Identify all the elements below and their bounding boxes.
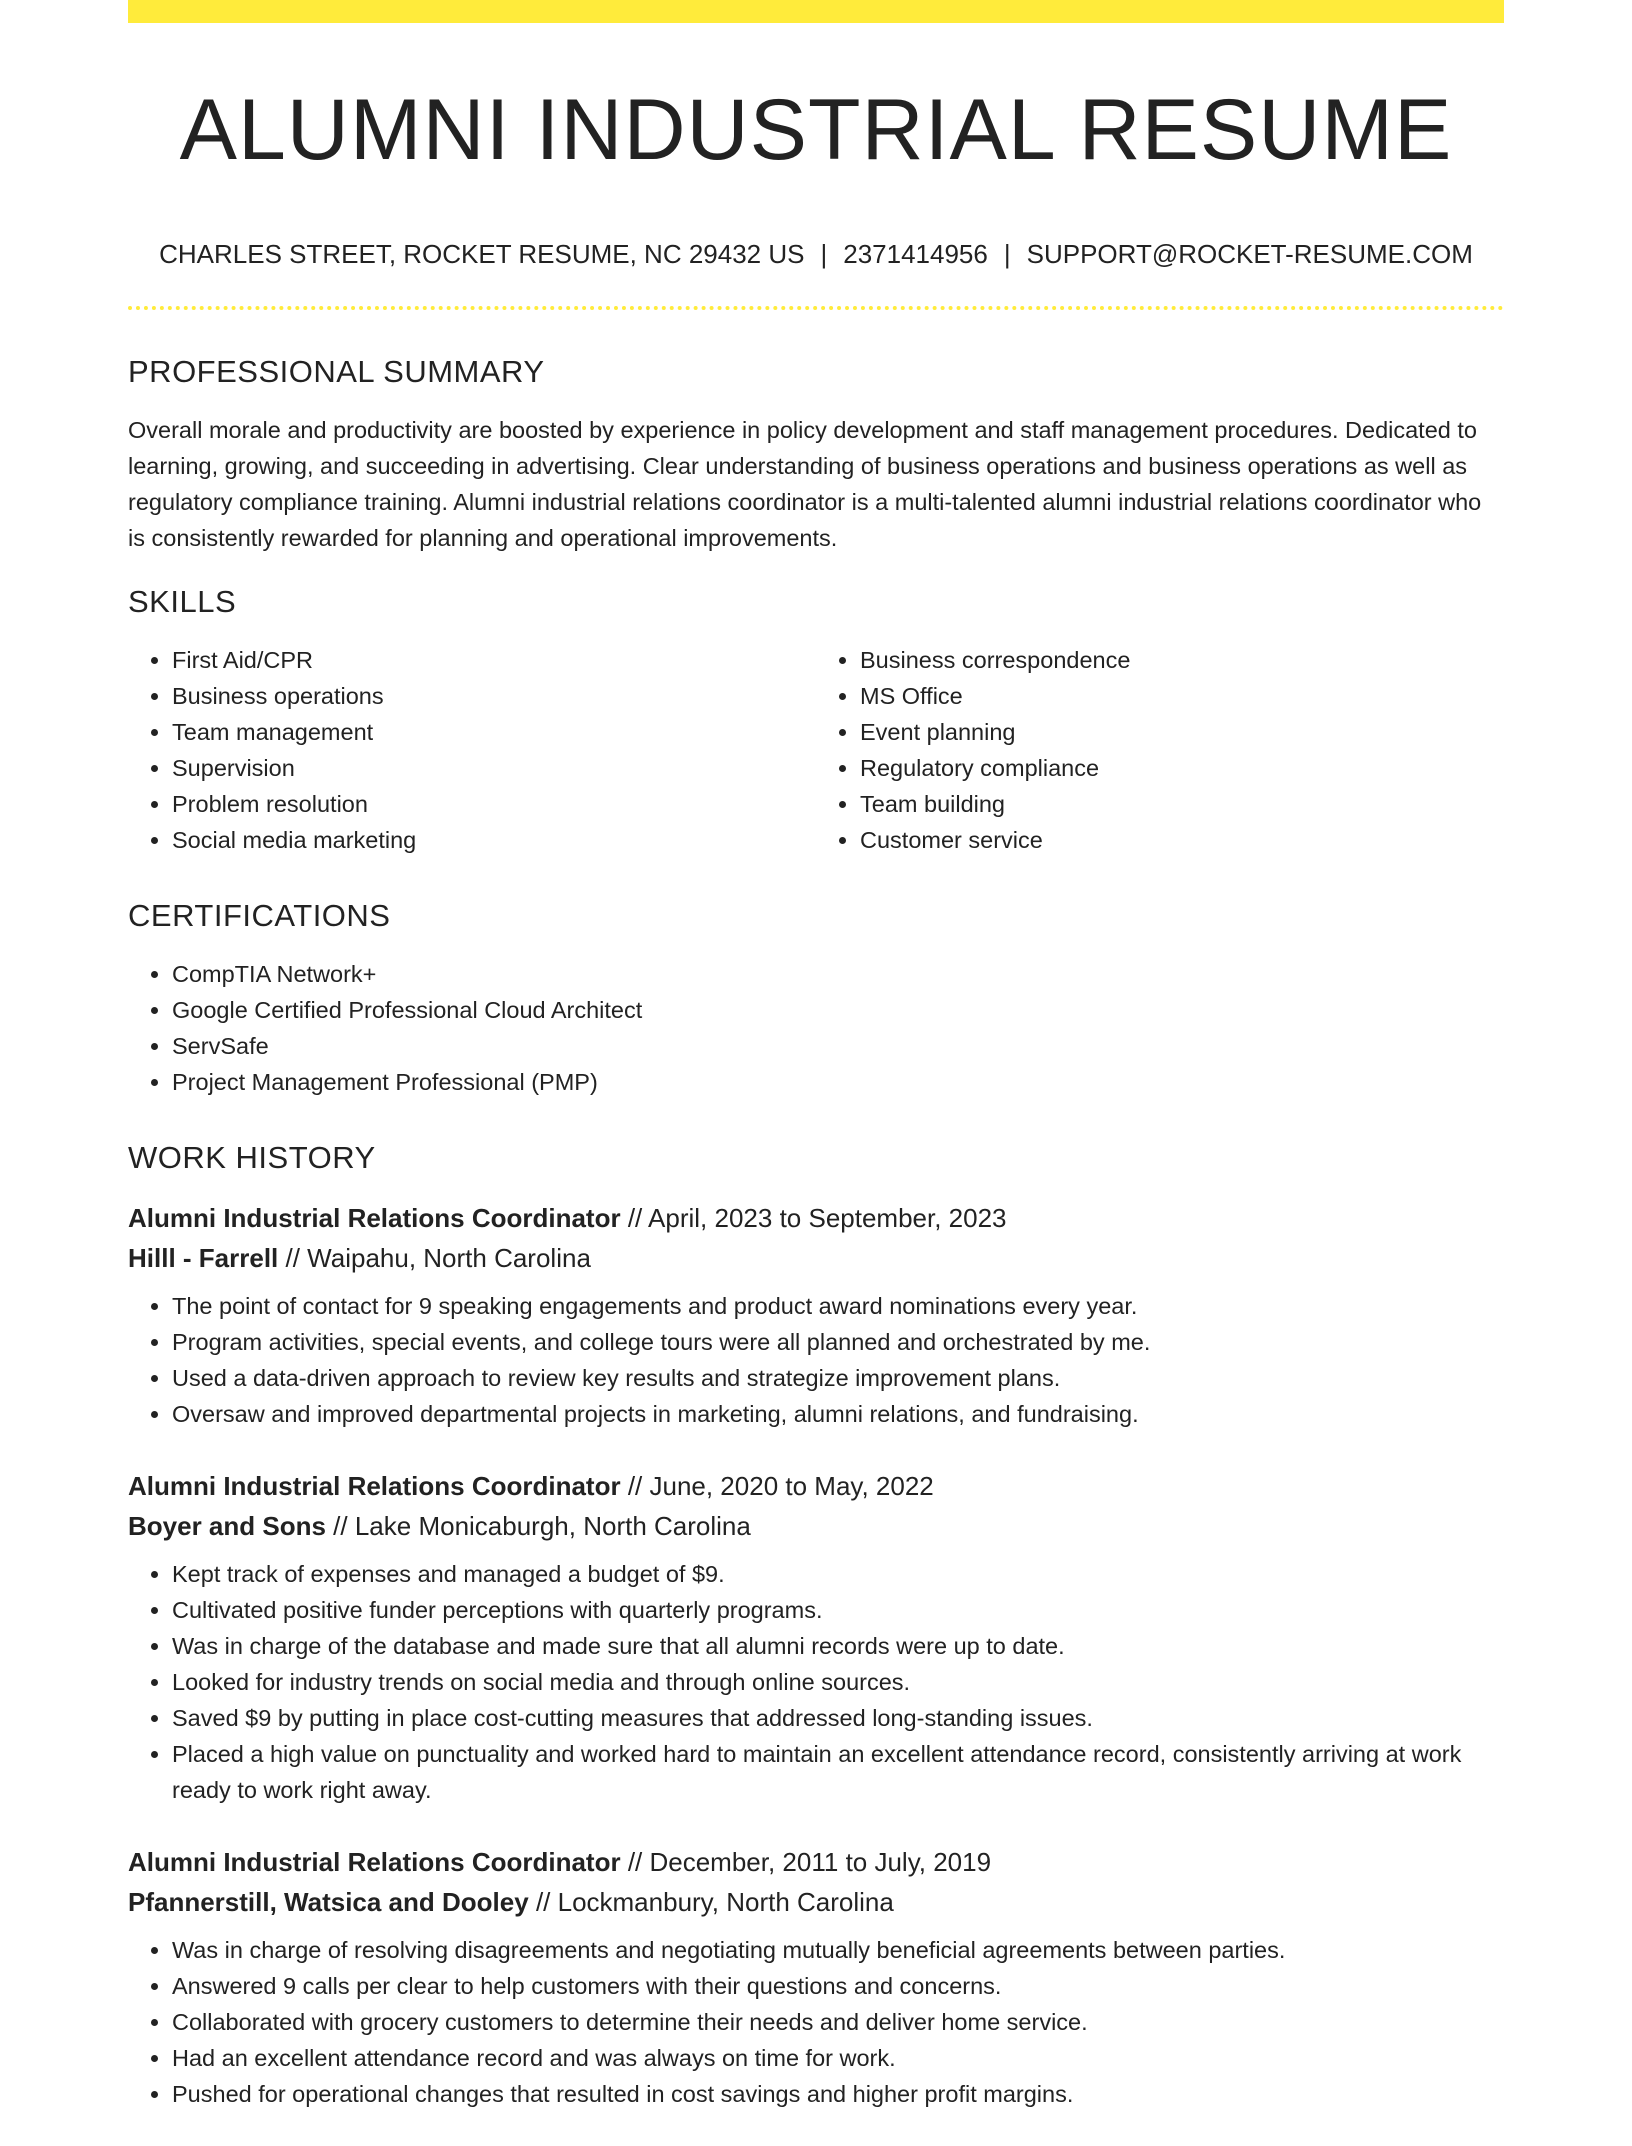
job-bullet: • Cultivated positive funder perceptions with quarterly programs. — [172, 1592, 1504, 1628]
job-title-line — [128, 1466, 1504, 1506]
job-title: Alumni Industrial Relations Coordinator — [128, 1847, 621, 1877]
certification-item: • Google Certified Professional Cloud Architect — [172, 992, 1504, 1028]
job-bullet: • Program activities, special events, and college tours were all planned and orchestrated by me. — [172, 1324, 1504, 1360]
email: SUPPORT@ROCKET-RESUME.COM — [1026, 239, 1473, 269]
job-company-line — [128, 1882, 1504, 1922]
skill-item: • Problem resolution — [172, 786, 816, 822]
section-title: SKILLS — [128, 584, 237, 619]
skill-item: • Social media marketing — [172, 822, 816, 858]
skill-item: • Supervision — [172, 750, 816, 786]
company-name: Boyer and Sons — [128, 1511, 326, 1541]
skill-item: • Event planning — [860, 714, 1504, 750]
job-title: Alumni Industrial Relations Coordinator — [128, 1203, 621, 1233]
job-entry — [128, 1198, 1504, 1432]
job-bullets — [128, 1932, 1504, 2112]
certifications-list — [128, 956, 1504, 1100]
job-entry — [128, 1842, 1504, 2112]
summary-text: Overall morale and productivity are boosted by experience in policy development and staff management procedures. Dedicated to learning, growing, and succeeding in advertising. Clear understanding of business operations and business operations as well as regulatory compliance training. Alumni industrial relations coordinator is a multi-talented alumni industrial relations coordinator who is consistently rewarded for planning and operational improvements. — [128, 417, 1482, 551]
job-bullet: • Had an excellent attendance record and was always on time for work. — [172, 2040, 1504, 2076]
certification-item: • CompTIA Network+ — [172, 956, 1504, 992]
skill-item: • First Aid/CPR — [172, 642, 816, 678]
job-location: // Waipahu, North Carolina — [285, 1243, 591, 1273]
job-bullet: • The point of contact for 9 speaking engagements and product award nominations every year. — [172, 1288, 1504, 1324]
skills-columns — [128, 642, 1504, 858]
job-company-line — [128, 1506, 1504, 1546]
professional-summary-section — [128, 350, 1504, 556]
job-title-line — [128, 1842, 1504, 1882]
resume-content — [128, 350, 1504, 2146]
job-bullet: • Answered 9 calls per clear to help customers with their questions and concerns. — [172, 1968, 1504, 2004]
job-entry — [128, 1466, 1504, 1808]
section-title: CERTIFICATIONS — [128, 898, 391, 933]
address: CHARLES STREET, ROCKET RESUME, NC 29432 US — [159, 239, 805, 269]
job-location: // Lake Monicaburgh, North Carolina — [333, 1511, 751, 1541]
job-dates: // June, 2020 to May, 2022 — [627, 1471, 934, 1501]
company-name: Pfannerstill, Watsica and Dooley — [128, 1887, 529, 1917]
job-bullet: • Saved $9 by putting in place cost-cutting measures that addressed long-standing issues. — [172, 1700, 1504, 1736]
job-bullet: • Oversaw and improved departmental projects in marketing, alumni relations, and fundraising. — [172, 1396, 1504, 1432]
job-location: // Lockmanbury, North Carolina — [535, 1887, 894, 1917]
resume-title: ALUMNI INDUSTRIAL RESUME — [179, 82, 1453, 178]
skill-item: • Team building — [860, 786, 1504, 822]
phone: 2371414956 — [843, 239, 988, 269]
section-title: PROFESSIONAL SUMMARY — [128, 354, 545, 389]
certification-item: • Project Management Professional (PMP) — [172, 1064, 1504, 1100]
skill-item: • Business correspondence — [860, 642, 1504, 678]
job-bullets — [128, 1288, 1504, 1432]
job-bullet: • Looked for industry trends on social media and through online sources. — [172, 1664, 1504, 1700]
skill-item: • MS Office — [860, 678, 1504, 714]
work-history-section — [128, 1136, 1504, 2112]
job-bullet: • Pushed for operational changes that resulted in cost savings and higher profit margins. — [172, 2076, 1504, 2112]
contact-line — [128, 236, 1504, 272]
job-title-line — [128, 1198, 1504, 1238]
job-title: Alumni Industrial Relations Coordinator — [128, 1471, 621, 1501]
skills-section — [128, 580, 1504, 858]
skill-item: • Team management — [172, 714, 816, 750]
dotted-divider — [128, 306, 1504, 310]
job-bullet: • Was in charge of the database and made sure that all alumni records were up to date. — [172, 1628, 1504, 1664]
skill-item: • Regulatory compliance — [860, 750, 1504, 786]
job-bullet: • Used a data-driven approach to review key results and strategize improvement plans. — [172, 1360, 1504, 1396]
contact-separator: | — [820, 239, 828, 269]
contact-separator: | — [1003, 239, 1011, 269]
skills-left-column — [128, 642, 816, 858]
certification-item: • ServSafe — [172, 1028, 1504, 1064]
job-bullet: • Placed a high value on punctuality and worked hard to maintain an excellent attendance record, consistently arriving at work ready to work right away. — [172, 1736, 1504, 1808]
job-company-line — [128, 1238, 1504, 1278]
section-title: WORK HISTORY — [128, 1140, 376, 1175]
job-dates: // April, 2023 to September, 2023 — [627, 1203, 1007, 1233]
job-bullet: • Kept track of expenses and managed a budget of $9. — [172, 1556, 1504, 1592]
job-bullet: • Collaborated with grocery customers to determine their needs and deliver home service. — [172, 2004, 1504, 2040]
job-bullets — [128, 1556, 1504, 1808]
skills-right-column — [816, 642, 1504, 858]
certifications-section — [128, 894, 1504, 1100]
skill-item: • Customer service — [860, 822, 1504, 858]
job-bullet: • Was in charge of resolving disagreements and negotiating mutually beneficial agreements between parties. — [172, 1932, 1504, 1968]
top-accent-bar — [128, 0, 1504, 23]
job-dates: // December, 2011 to July, 2019 — [627, 1847, 992, 1877]
company-name: Hilll - Farrell — [128, 1243, 279, 1273]
skill-item: • Business operations — [172, 678, 816, 714]
